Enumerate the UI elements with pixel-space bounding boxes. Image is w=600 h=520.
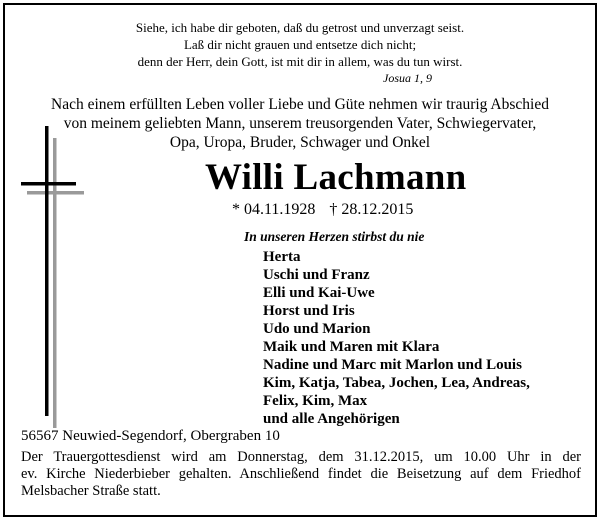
- bible-verse: [0, 19, 600, 70]
- service-line: Der Trauergottesdienst wird am Donnerstag, dem 31.12.2015, um 10.00 Uhr in der: [21, 449, 581, 465]
- farewell-text: [0, 95, 600, 152]
- mourner-line: Herta: [263, 249, 301, 265]
- verse-line: denn der Herr, dein Gott, ist mit dir in allem, was du tun wirst.: [137, 54, 463, 69]
- cross-icon: [18, 126, 88, 428]
- death-date: † 28.12.2015: [329, 201, 414, 218]
- service-info: [21, 449, 581, 500]
- mourner-line: Maik und Maren mit Klara: [263, 339, 440, 355]
- verse-line: Laß dir nicht grauen und entsetze dich nicht;: [183, 37, 417, 52]
- mourner-line: Nadine und Marc mit Marlon und Louis: [263, 357, 522, 373]
- farewell-line: Opa, Uropa, Bruder, Schwager und Onkel: [169, 134, 431, 151]
- mourner-line: Udo und Marion: [263, 321, 371, 337]
- farewell-line: von meinem geliebten Mann, unserem treusorgenden Vater, Schwiegervater,: [63, 115, 537, 132]
- farewell-line: Nach einem erfüllten Leben voller Liebe und Güte nehmen wir traurig Abschied: [51, 96, 549, 113]
- mourners-list: [263, 248, 530, 428]
- family-address: 56567 Neuwied-Segendorf, Obergraben 10: [21, 428, 280, 444]
- mourner-line: Kim, Katja, Tabea, Jochen, Lea, Andreas,: [263, 375, 530, 391]
- cross-black-vertical: [45, 126, 49, 416]
- verse-line: Siehe, ich habe dir geboten, daß du getrost und unverzagt seist.: [135, 20, 465, 35]
- service-line: ev. Kirche Niederbieber gehalten. Anschließend findet die Beisetzung auf dem Friedhof: [21, 466, 581, 482]
- birth-date: * 04.11.1928: [232, 201, 316, 218]
- cross-black-horizontal: [21, 182, 76, 186]
- mourner-line: Horst und Iris: [263, 303, 355, 319]
- cross-gray-vertical: [53, 138, 57, 428]
- mourner-line: Uschi und Franz: [263, 267, 370, 283]
- verse-reference: Josua 1, 9: [383, 71, 432, 85]
- deceased-name: Willi Lachmann: [205, 157, 467, 198]
- motto: In unseren Herzen stirbst du nie: [244, 229, 425, 244]
- life-dates: [232, 201, 413, 219]
- mourner-line: Felix, Kim, Max: [263, 393, 368, 409]
- mourner-line: Elli und Kai-Uwe: [263, 285, 375, 301]
- cross-gray-horizontal: [27, 191, 84, 195]
- service-line: Melsbacher Straße statt.: [21, 483, 161, 499]
- mourner-line: und alle Angehörigen: [263, 411, 400, 427]
